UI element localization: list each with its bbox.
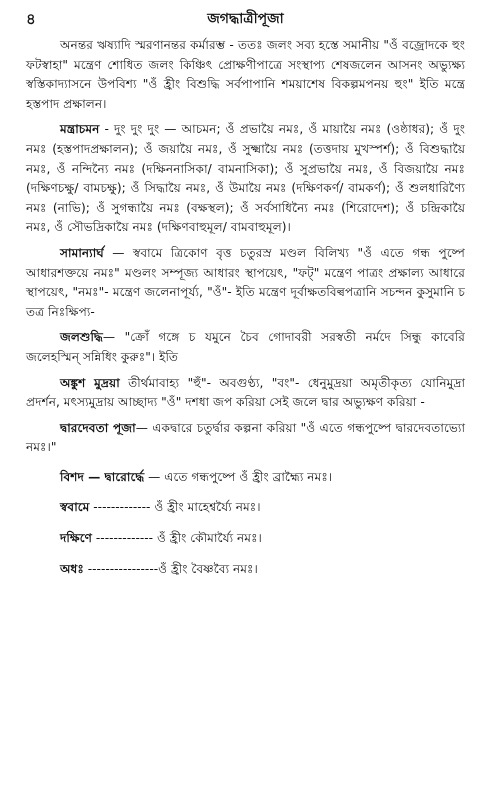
section-heading: দ্বারদেবতা পূজা bbox=[60, 420, 136, 435]
paragraph-samanyargha bbox=[26, 244, 465, 322]
paragraph-ritual-start bbox=[26, 36, 465, 114]
mantra-line bbox=[60, 529, 465, 549]
paragraph-text: - দুং দুং দুং — আচমন; ওঁ প্রভায়ৈ নমঃ, ওঁ মায়ায়ৈ নমঃ (ওষ্ঠাধর); ওঁ দুং নমঃ (হস্তপাদপ্রক্ষালন); ওঁ জয়ায়ৈ নমঃ, ওঁ সুক্ষ্মায়ৈ নমঃ (তত্তদায় মুখস্পর্শ); ওঁ বিশুদ্ধায়ৈ নমঃ, ওঁ নন্দিন্যৈ নমঃ (দক্ষিননাসিকা/ বামনাসিকা); ওঁ সুপ্রভায়ৈ নমঃ, ওঁ বিজয়ায়ৈ নমঃ (দক্ষিণচক্ষু/ বামচক্ষু); ওঁ সিদ্ধায়ৈ নমঃ, ওঁ উমায়ৈ নমঃ (দক্ষিণকর্ণ/ বামকর্ণ); ওঁ শুলধারিণ্যৈ নমঃ (নাভি); ওঁ সুগন্ধায়ৈ নমঃ (বক্ষস্থল); ওঁ সর্বসাধিন্যৈ নমঃ (শিরোদেশ); ওঁ চন্দ্রিকায়ৈ নমঃ, ওঁ সৌভদ্রিকায়ৈ নমঃ (দক্ষিণবাহুমূল/ বামবাহুমূল)। bbox=[26, 122, 465, 235]
line-text: ----------------ওঁ হ্রীং বৈষ্ণব্যৈ নমঃ। bbox=[83, 561, 258, 576]
page-number: ৪ bbox=[26, 10, 36, 28]
paragraph-jalashuddhi bbox=[26, 328, 465, 367]
section-heading: অঙ্কুশ মুদ্রয়া bbox=[60, 375, 120, 390]
line-text: — এতে গন্ধপুষ্পে ওঁ হ্রীং ব্রাহ্ম্যৈ নমঃ। bbox=[144, 469, 333, 484]
paragraph-text: — স্ববামে ত্রিকোণ বৃত্ত চতুরস্র মণ্ডল বিলিখ্য "ওঁ এতে গন্ধ পুষ্পে আধারশক্তয়ে নমঃ" মণ্ডলং সম্পূজ্য আধারং স্থাপয়েৎ, "ফট্" মন্ত্রেণ পাত্রং প্রক্ষাল্য আধারে স্থাপয়েৎ, "নমঃ"- মন্ত্রেণ জলেনাপূর্য্য, "ওঁ"- ইতি মন্ত্রেণ দূর্বাক্ষতবিল্বপত্রানি সচন্দন কুসুমানি চ তত্র নিঃক্ষিপ্য- bbox=[26, 245, 465, 319]
paragraph-ankusha-mudra bbox=[26, 374, 465, 413]
mantra-line bbox=[60, 560, 465, 580]
page-header bbox=[26, 6, 465, 36]
section-heading: সামান্যার্ঘ bbox=[60, 245, 104, 260]
line-text: ------------- ওঁ হ্রীং মাহেশ্বর্য্যৈ নমঃ। bbox=[89, 500, 261, 515]
paragraph-text: অনন্তর ঋষ্যাদি স্মরণানন্তর কর্মারম্ভ - ততঃ জলং সব্য হস্তে সমানীয় "ওঁ বজ্রোদকে হুং ফটস্বাহা" মন্ত্রেণ শোধিত জলং কিঞ্চিৎ প্রোক্ষণীপাত্রে সংস্থাপ্য শেষজলেন আসনং অভ্যুক্ষ্য স্বস্তিকাদ্যাসনে উপবিশ্য "ওঁ হ্রীং বিশুদ্ধি সর্বপাপানি শময়াশেষ বিকল্পমপনয় হুং" ইতি মন্ত্রে হস্তপাদ প্রক্ষালন। bbox=[26, 38, 465, 111]
mantra-line bbox=[60, 498, 465, 518]
paragraph-text: — "ক্রোঁ গঙ্গে চ যমুনে চৈব গোদাবরী সরস্বতী নর্মদে সিন্ধু কাবেরি জলেহস্মিন্ সন্নিধিং কুরুঃ"। ইতি bbox=[26, 330, 465, 364]
mantra-line bbox=[60, 468, 465, 488]
running-title: জগদ্ধাত্রীপূজা bbox=[207, 11, 284, 27]
section-heading: মন্ত্রাচমন bbox=[60, 122, 100, 137]
line-text: ------------- ওঁ হ্রীং কৌমার্য্যৈ নমঃ। bbox=[92, 531, 262, 546]
paragraph-mantrachamana bbox=[26, 120, 465, 238]
line-label: স্ববামে bbox=[60, 500, 90, 515]
paragraph-dwaradevata-puja bbox=[26, 419, 465, 458]
line-label: দক্ষিণে bbox=[60, 531, 93, 546]
line-label: বিশদ — দ্বারোর্দ্ধে bbox=[60, 469, 145, 484]
paragraph-text: তীর্থমাবাহ্য "হুঁ"- অবগুণ্ঠ্য, "বং"- ধেনুমুদ্রয়া অমৃতীকৃত্য যোনিমুদ্রা প্রদর্শন, মৎস্যমুদ্রায় আচ্ছাদ্য "ওঁ" দশধা জপ করিয়া সেই জলে দ্বার অভ্যুক্ষণ করিয়া - bbox=[26, 375, 465, 410]
line-label: অধঃ bbox=[60, 561, 84, 576]
paragraph-text: — একদ্বারে চতুর্দ্বার কল্পনা করিয়া "ওঁ এতে গন্ধপুষ্পে দ্বারদেবতাভ্যো নমঃ।" bbox=[26, 420, 465, 455]
section-heading: জলশুদ্ধি bbox=[60, 330, 103, 345]
